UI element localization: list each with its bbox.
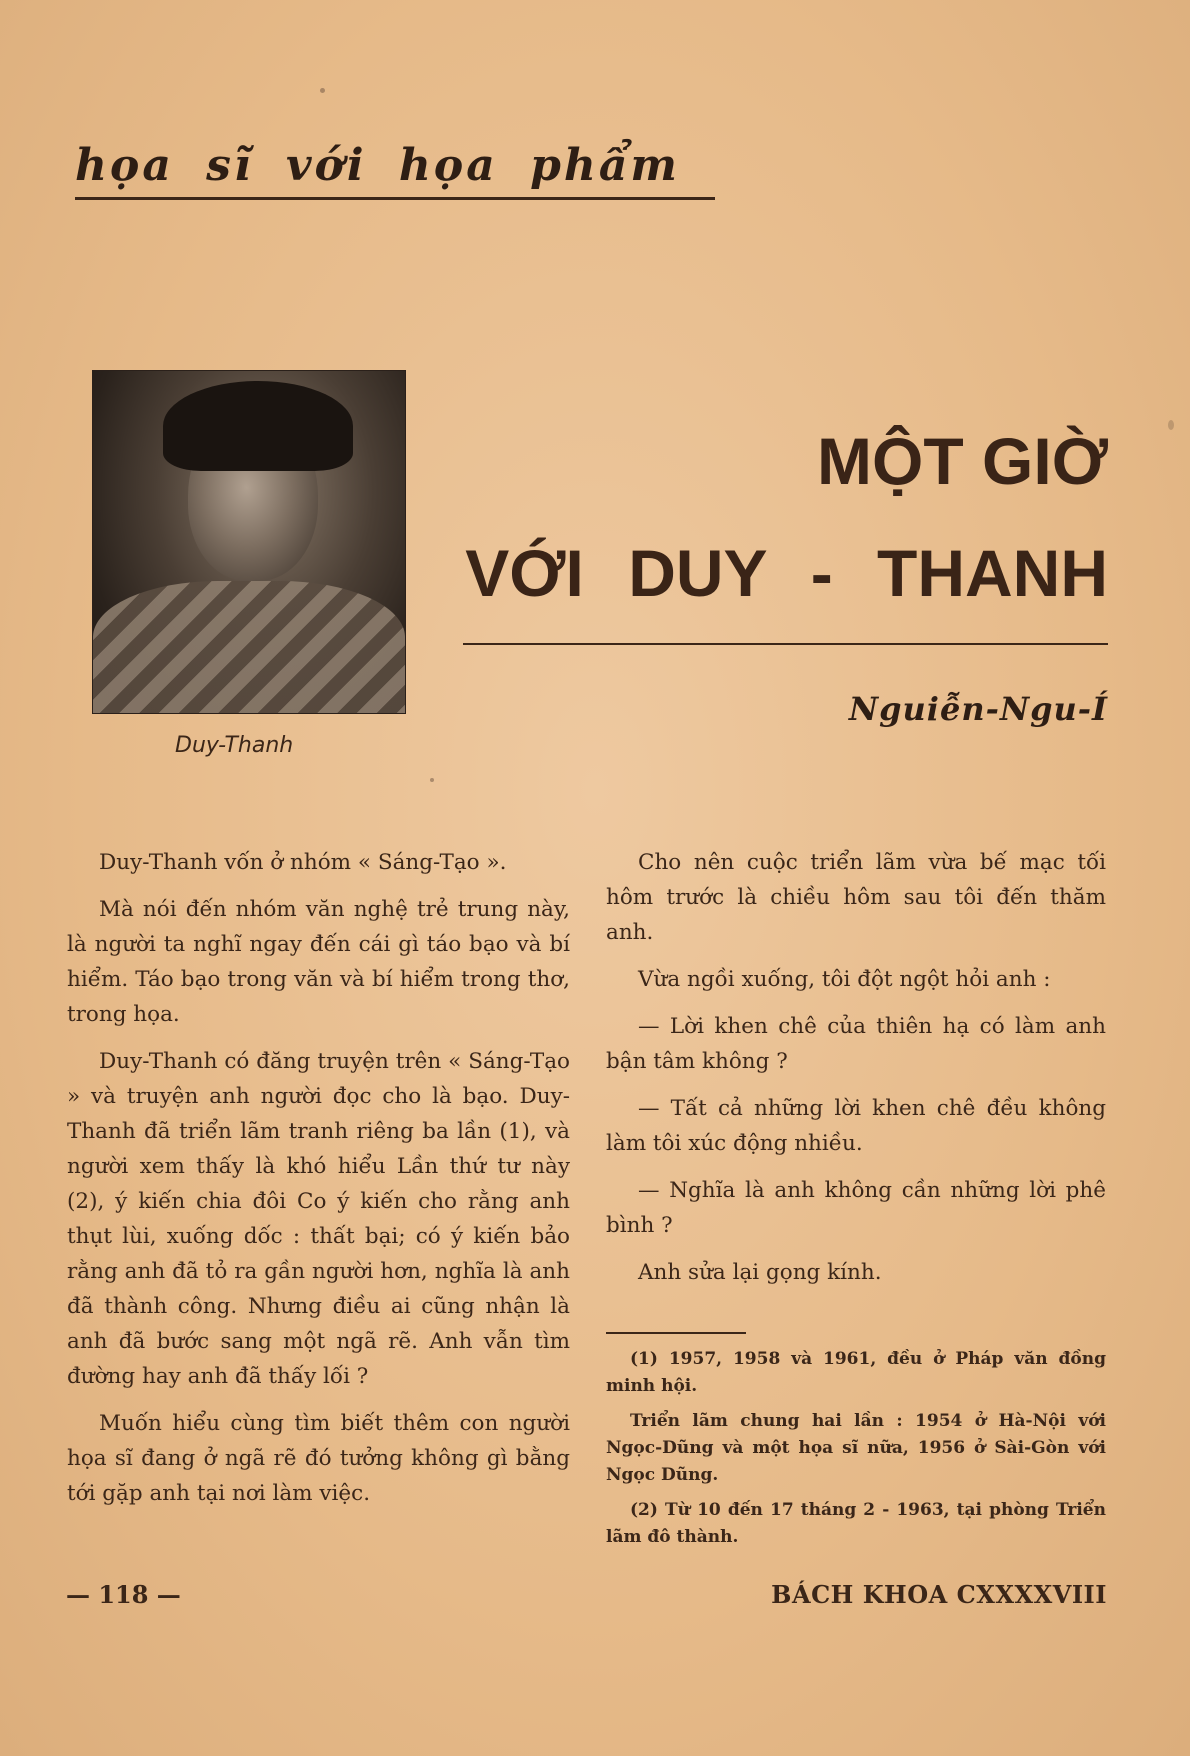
paragraph: Duy-Thanh có đăng truyện trên « Sáng-Tạo » và truyện anh người đọc cho là bạo. Duy-Thanh đã triển lãm tranh riêng ba lần (1), và người xem thấy là khó hiểu Lần thứ tư này (2), ý kiến chia đôi Co ý kiến cho rằng anh thụt lùi, xuống dốc : thất bại; có ý kiến bảo rằng anh đã tỏ ra gần người hơn, nghĩa là anh đã thành công. Nhưng điều ai cũng nhận là anh đã bước sang một ngã rẽ. Anh vẫn tìm đường hay anh đã thấy lối ? [67,1049,570,1389]
paragraph: Anh sửa lại gọng kính. [638,1260,882,1285]
paragraph: Vừa ngồi xuống, tôi đột ngột hỏi anh : [638,967,1051,992]
author-signature: Nguiễn-Ngu-Í [848,690,1108,728]
article-title-line2: VỚI DUY - THANH [465,536,1108,610]
footnote: Triển lãm chung hai lần : 1954 ở Hà-Nội với Ngọc-Dũng và một họa sĩ nữa, 1956 ở Sài-Gòn với Ngọc Dũng. [606,1411,1106,1485]
paragraph: Mà nói đến nhóm văn nghệ trẻ trung này, là người ta nghĩ ngay đến cái gì táo bạo và bí hiểm. Táo bạo trong văn và bí hiểm trong thơ, trong họa. [67,897,570,1027]
section-title: họa sĩ với họa phẩm [75,140,680,191]
paper-speck [1168,420,1174,430]
photo-shoulder [93,581,405,714]
paragraph: — Tất cả những lời khen chê đều không làm tôi xúc động nhiều. [606,1096,1106,1156]
paragraph: — Lời khen chê của thiên hạ có làm anh bận tâm không ? [606,1014,1106,1074]
footnote-rule [606,1332,746,1334]
portrait-photo [92,370,406,714]
paragraph: — Nghĩa là anh không cần những lời phê bình ? [606,1178,1106,1238]
title-rule [463,643,1108,645]
paragraph: Cho nên cuộc triển lãm vừa bế mạc tối hôm trước là chiều hôm sau tôi đến thăm anh. [606,850,1106,945]
right-column [606,845,1106,1302]
paper-speck [430,778,434,782]
publication-name: BÁCH KHOA CXXXXVIII [771,1580,1107,1609]
paragraph: Duy-Thanh vốn ở nhóm « Sáng-Tạo ». [99,850,507,875]
paper-speck [320,88,325,93]
photo-hair [163,381,353,471]
section-rule [75,197,715,200]
section-header [75,140,715,200]
left-column [67,845,570,1523]
article-title-line1: MỘT GIỜ [817,424,1108,498]
footnote: (2) Từ 10 đến 17 tháng 2 - 1963, tại phòng Triển lãm đô thành. [606,1500,1106,1547]
footnote: (1) 1957, 1958 và 1961, đều ở Pháp văn đồng minh hội. [606,1349,1106,1396]
paragraph: Muốn hiểu cùng tìm biết thêm con người họa sĩ đang ở ngã rẽ đó tưởng không gì bằng tới gặp anh tại nơi làm việc. [67,1411,570,1506]
footnotes [606,1346,1106,1559]
photo-caption: Duy-Thanh [175,733,294,758]
page-number: — 118 — [66,1580,181,1609]
